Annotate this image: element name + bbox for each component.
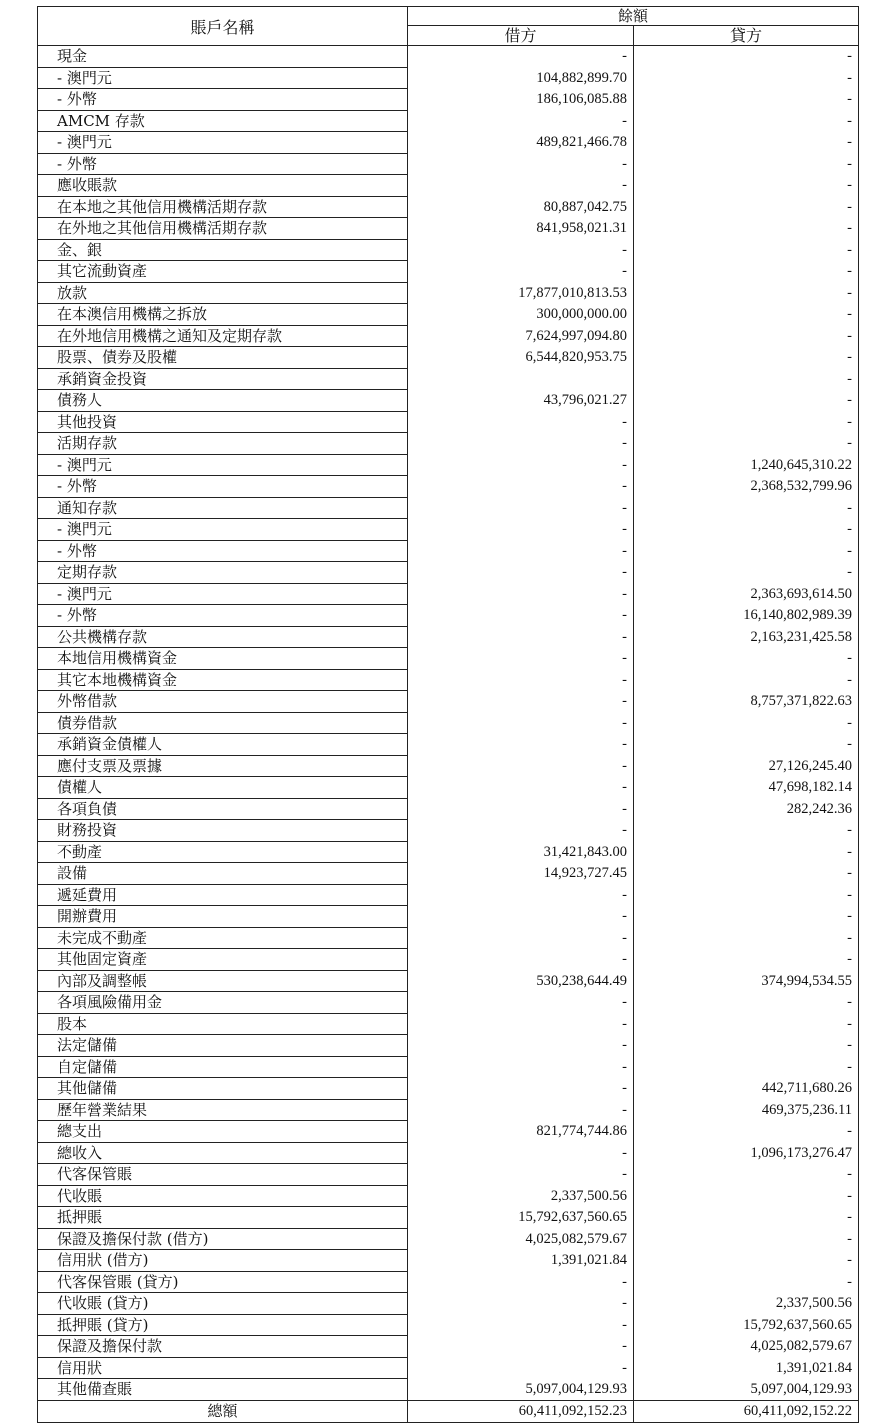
account-name-cell: - 澳門元: [38, 583, 408, 605]
total-label: 總額: [38, 1400, 408, 1422]
credit-cell: -: [634, 1228, 859, 1250]
account-name-cell: 金、銀: [38, 239, 408, 261]
account-name-cell: - 外幣: [38, 153, 408, 175]
account-name-cell: 未完成不動產: [38, 927, 408, 949]
debit-cell: -: [408, 648, 634, 670]
credit-header: 貸方: [634, 25, 859, 45]
trial-balance-sheet: [37, 6, 858, 1423]
account-name-cell: 定期存款: [38, 562, 408, 584]
table-row: [38, 648, 859, 670]
debit-cell: 2,337,500.56: [408, 1185, 634, 1207]
account-name-cell: 在外地信用機構之通知及定期存款: [38, 325, 408, 347]
debit-cell: 6,544,820,953.75: [408, 347, 634, 369]
credit-cell: -: [634, 175, 859, 197]
debit-cell: -: [408, 927, 634, 949]
debit-cell: -: [408, 884, 634, 906]
debit-cell: -: [408, 1271, 634, 1293]
account-name-cell: 遞延費用: [38, 884, 408, 906]
table-row: [38, 1293, 859, 1315]
account-name-cell: 開辦費用: [38, 906, 408, 928]
table-row: [38, 1357, 859, 1379]
table-row: [38, 1271, 859, 1293]
debit-cell: -: [408, 110, 634, 132]
table-header: [38, 7, 859, 46]
account-name-cell: 代客保管賬 (貸方): [38, 1271, 408, 1293]
table-row: [38, 89, 859, 111]
balance-header: 餘額: [408, 7, 859, 26]
debit-cell: -: [408, 949, 634, 971]
debit-cell: 841,958,021.31: [408, 218, 634, 240]
table-row: [38, 884, 859, 906]
debit-cell: -: [408, 777, 634, 799]
account-name-cell: 設備: [38, 863, 408, 885]
credit-cell: 1,391,021.84: [634, 1357, 859, 1379]
account-name-cell: - 澳門元: [38, 132, 408, 154]
credit-cell: -: [634, 67, 859, 89]
table-row: [38, 626, 859, 648]
account-name-cell: 自定儲備: [38, 1056, 408, 1078]
credit-cell: -: [634, 282, 859, 304]
table-row: [38, 777, 859, 799]
credit-cell: -: [634, 132, 859, 154]
table-row: [38, 820, 859, 842]
account-name-cell: 抵押賬: [38, 1207, 408, 1229]
credit-cell: 4,025,082,579.67: [634, 1336, 859, 1358]
table-row: [38, 734, 859, 756]
table-row: [38, 67, 859, 89]
debit-cell: -: [408, 239, 634, 261]
table-row: [38, 497, 859, 519]
table-row: [38, 1121, 859, 1143]
credit-cell: -: [634, 540, 859, 562]
table-row: [38, 691, 859, 713]
debit-cell: -: [408, 583, 634, 605]
debit-cell: 300,000,000.00: [408, 304, 634, 326]
table-row: [38, 368, 859, 390]
table-row: [38, 906, 859, 928]
debit-cell: -: [408, 605, 634, 627]
account-name-cell: 抵押賬 (貸方): [38, 1314, 408, 1336]
credit-cell: -: [634, 46, 859, 68]
table-row: [38, 1314, 859, 1336]
credit-cell: 47,698,182.14: [634, 777, 859, 799]
account-name-cell: 總支出: [38, 1121, 408, 1143]
table-row: [38, 755, 859, 777]
table-row: [38, 261, 859, 283]
account-name-cell: 應付支票及票據: [38, 755, 408, 777]
debit-cell: 43,796,021.27: [408, 390, 634, 412]
account-name-cell: 債券借款: [38, 712, 408, 734]
table-row: [38, 476, 859, 498]
debit-cell: -: [408, 691, 634, 713]
table-row: [38, 1379, 859, 1401]
credit-cell: -: [634, 1207, 859, 1229]
debit-cell: 5,097,004,129.93: [408, 1379, 634, 1401]
table-row: [38, 1142, 859, 1164]
account-name-cell: 法定儲備: [38, 1035, 408, 1057]
credit-cell: -: [634, 390, 859, 412]
account-name-cell: - 外幣: [38, 89, 408, 111]
account-name-cell: 歷年營業結果: [38, 1099, 408, 1121]
debit-cell: -: [408, 153, 634, 175]
credit-cell: -: [634, 153, 859, 175]
credit-cell: -: [634, 1013, 859, 1035]
debit-cell: -: [408, 712, 634, 734]
account-name-header: 賬戶名稱: [38, 7, 408, 46]
credit-cell: -: [634, 1271, 859, 1293]
account-name-cell: 不動產: [38, 841, 408, 863]
table-row: [38, 1207, 859, 1229]
table-body: [38, 46, 859, 1401]
account-name-cell: 通知存款: [38, 497, 408, 519]
account-name-cell: 其他儲備: [38, 1078, 408, 1100]
account-name-cell: 其它流動資產: [38, 261, 408, 283]
debit-cell: -: [408, 798, 634, 820]
debit-cell: -: [408, 1013, 634, 1035]
account-name-cell: 其它本地機構資金: [38, 669, 408, 691]
debit-cell: -: [408, 433, 634, 455]
total-credit: 60,411,092,152.22: [634, 1400, 859, 1422]
debit-cell: 104,882,899.70: [408, 67, 634, 89]
table-row: [38, 669, 859, 691]
table-row: [38, 927, 859, 949]
table-row: [38, 949, 859, 971]
debit-cell: -: [408, 1035, 634, 1057]
credit-cell: 8,757,371,822.63: [634, 691, 859, 713]
debit-cell: -: [408, 820, 634, 842]
credit-cell: -: [634, 1035, 859, 1057]
credit-cell: 2,368,532,799.96: [634, 476, 859, 498]
account-name-cell: 債務人: [38, 390, 408, 412]
table-row: [38, 132, 859, 154]
credit-cell: 442,711,680.26: [634, 1078, 859, 1100]
account-name-cell: 放款: [38, 282, 408, 304]
debit-cell: 489,821,466.78: [408, 132, 634, 154]
debit-header: 借方: [408, 25, 634, 45]
table-row: [38, 1035, 859, 1057]
account-name-cell: 保證及擔保付款: [38, 1336, 408, 1358]
table-row: [38, 1185, 859, 1207]
debit-cell: -: [408, 1314, 634, 1336]
account-name-cell: 股本: [38, 1013, 408, 1035]
credit-cell: -: [634, 949, 859, 971]
table-row: [38, 605, 859, 627]
debit-cell: 4,025,082,579.67: [408, 1228, 634, 1250]
debit-cell: 821,774,744.86: [408, 1121, 634, 1143]
debit-cell: 17,877,010,813.53: [408, 282, 634, 304]
debit-cell: -: [408, 497, 634, 519]
table-row: [38, 583, 859, 605]
credit-cell: -: [634, 304, 859, 326]
credit-cell: -: [634, 110, 859, 132]
debit-cell: 7,624,997,094.80: [408, 325, 634, 347]
debit-cell: -: [408, 540, 634, 562]
debit-cell: 31,421,843.00: [408, 841, 634, 863]
debit-cell: -: [408, 411, 634, 433]
table-row: [38, 218, 859, 240]
table-row: [38, 863, 859, 885]
credit-cell: -: [634, 196, 859, 218]
account-name-cell: 債權人: [38, 777, 408, 799]
account-name-cell: AMCM 存款: [38, 110, 408, 132]
table-row: [38, 433, 859, 455]
account-name-cell: 內部及調整帳: [38, 970, 408, 992]
debit-cell: -: [408, 46, 634, 68]
credit-cell: -: [634, 906, 859, 928]
credit-cell: -: [634, 992, 859, 1014]
account-name-cell: 總收入: [38, 1142, 408, 1164]
table-row: [38, 992, 859, 1014]
debit-cell: -: [408, 1099, 634, 1121]
account-name-cell: 代客保管賬: [38, 1164, 408, 1186]
credit-cell: 5,097,004,129.93: [634, 1379, 859, 1401]
table-footer: [38, 1400, 859, 1422]
credit-cell: 15,792,637,560.65: [634, 1314, 859, 1336]
account-name-cell: 活期存款: [38, 433, 408, 455]
debit-cell: 1,391,021.84: [408, 1250, 634, 1272]
account-name-cell: 在本澳信用機構之拆放: [38, 304, 408, 326]
account-name-cell: 應收賬款: [38, 175, 408, 197]
table-row: [38, 46, 859, 68]
debit-cell: -: [408, 669, 634, 691]
account-name-cell: 在外地之其他信用機構活期存款: [38, 218, 408, 240]
credit-cell: -: [634, 1121, 859, 1143]
table-row: [38, 1336, 859, 1358]
credit-cell: -: [634, 927, 859, 949]
table-row: [38, 347, 859, 369]
credit-cell: 2,163,231,425.58: [634, 626, 859, 648]
account-name-cell: - 外幣: [38, 540, 408, 562]
account-name-cell: 各項負債: [38, 798, 408, 820]
credit-cell: -: [634, 218, 859, 240]
credit-cell: -: [634, 347, 859, 369]
account-name-cell: 其他固定資產: [38, 949, 408, 971]
credit-cell: 1,096,173,276.47: [634, 1142, 859, 1164]
credit-cell: 27,126,245.40: [634, 755, 859, 777]
debit-cell: -: [408, 1164, 634, 1186]
account-name-cell: 其他投資: [38, 411, 408, 433]
account-name-cell: - 外幣: [38, 605, 408, 627]
debit-cell: -: [408, 906, 634, 928]
credit-cell: -: [634, 1185, 859, 1207]
debit-cell: -: [408, 1357, 634, 1379]
credit-cell: -: [634, 261, 859, 283]
credit-cell: 2,363,693,614.50: [634, 583, 859, 605]
table-row: [38, 390, 859, 412]
table-row: [38, 1250, 859, 1272]
debit-cell: -: [408, 1336, 634, 1358]
account-name-cell: 承銷資金債權人: [38, 734, 408, 756]
credit-cell: -: [634, 239, 859, 261]
credit-cell: -: [634, 669, 859, 691]
table-row: [38, 1078, 859, 1100]
table-row: [38, 282, 859, 304]
debit-cell: -: [408, 476, 634, 498]
account-name-cell: 本地信用機構資金: [38, 648, 408, 670]
debit-cell: -: [408, 1142, 634, 1164]
credit-cell: -: [634, 1056, 859, 1078]
debit-cell: 14,923,727.45: [408, 863, 634, 885]
table-row: [38, 519, 859, 541]
table-row: [38, 841, 859, 863]
table-row: [38, 153, 859, 175]
credit-cell: 374,994,534.55: [634, 970, 859, 992]
credit-cell: -: [634, 519, 859, 541]
credit-cell: 2,337,500.56: [634, 1293, 859, 1315]
credit-cell: -: [634, 433, 859, 455]
debit-cell: -: [408, 562, 634, 584]
credit-cell: -: [634, 734, 859, 756]
account-name-cell: 外幣借款: [38, 691, 408, 713]
credit-cell: -: [634, 863, 859, 885]
account-name-cell: 公共機構存款: [38, 626, 408, 648]
credit-cell: -: [634, 562, 859, 584]
credit-cell: -: [634, 884, 859, 906]
table-row: [38, 798, 859, 820]
table-row: [38, 411, 859, 433]
account-name-cell: 現金: [38, 46, 408, 68]
table-row: [38, 1056, 859, 1078]
credit-cell: -: [634, 648, 859, 670]
account-name-cell: 代收賬: [38, 1185, 408, 1207]
debit-cell: -: [408, 1056, 634, 1078]
account-name-cell: 各項風險備用金: [38, 992, 408, 1014]
credit-cell: -: [634, 89, 859, 111]
debit-cell: -: [408, 734, 634, 756]
table-row: [38, 175, 859, 197]
account-name-cell: - 外幣: [38, 476, 408, 498]
debit-cell: -: [408, 1078, 634, 1100]
table-row: [38, 196, 859, 218]
table-row: [38, 540, 859, 562]
credit-cell: -: [634, 841, 859, 863]
debit-cell: -: [408, 175, 634, 197]
credit-cell: -: [634, 497, 859, 519]
table-row: [38, 1228, 859, 1250]
account-name-cell: 保證及擔保付款 (借方): [38, 1228, 408, 1250]
account-name-cell: 其他備查賬: [38, 1379, 408, 1401]
credit-cell: 282,242.36: [634, 798, 859, 820]
credit-cell: 1,240,645,310.22: [634, 454, 859, 476]
account-name-cell: - 澳門元: [38, 519, 408, 541]
credit-cell: -: [634, 1250, 859, 1272]
table-row: [38, 970, 859, 992]
table-row: [38, 325, 859, 347]
debit-cell: -: [408, 261, 634, 283]
credit-cell: 16,140,802,989.39: [634, 605, 859, 627]
account-name-cell: - 澳門元: [38, 454, 408, 476]
debit-cell: 186,106,085.88: [408, 89, 634, 111]
credit-cell: -: [634, 820, 859, 842]
debit-cell: -: [408, 992, 634, 1014]
debit-cell: -: [408, 454, 634, 476]
account-name-cell: - 澳門元: [38, 67, 408, 89]
credit-cell: -: [634, 1164, 859, 1186]
account-name-cell: 代收賬 (貸方): [38, 1293, 408, 1315]
credit-cell: -: [634, 411, 859, 433]
credit-cell: 469,375,236.11: [634, 1099, 859, 1121]
debit-cell: -: [408, 626, 634, 648]
credit-cell: -: [634, 712, 859, 734]
total-row: [38, 1400, 859, 1422]
account-name-cell: 股票、債券及股權: [38, 347, 408, 369]
total-debit: 60,411,092,152.23: [408, 1400, 634, 1422]
table-row: [38, 712, 859, 734]
credit-cell: -: [634, 325, 859, 347]
table-row: [38, 1013, 859, 1035]
debit-cell: -: [408, 1293, 634, 1315]
debit-cell: -: [408, 755, 634, 777]
table-row: [38, 1164, 859, 1186]
debit-cell: [408, 368, 634, 390]
account-name-cell: 在本地之其他信用機構活期存款: [38, 196, 408, 218]
account-name-cell: 信用狀: [38, 1357, 408, 1379]
table-row: [38, 239, 859, 261]
debit-cell: 80,887,042.75: [408, 196, 634, 218]
credit-cell: -: [634, 368, 859, 390]
table-row: [38, 562, 859, 584]
debit-cell: 530,238,644.49: [408, 970, 634, 992]
account-name-cell: 信用狀 (借方): [38, 1250, 408, 1272]
debit-cell: -: [408, 519, 634, 541]
balance-table: [37, 6, 859, 1423]
debit-cell: 15,792,637,560.65: [408, 1207, 634, 1229]
table-row: [38, 110, 859, 132]
account-name-cell: 承銷資金投資: [38, 368, 408, 390]
table-row: [38, 304, 859, 326]
table-row: [38, 454, 859, 476]
account-name-cell: 財務投資: [38, 820, 408, 842]
table-row: [38, 1099, 859, 1121]
